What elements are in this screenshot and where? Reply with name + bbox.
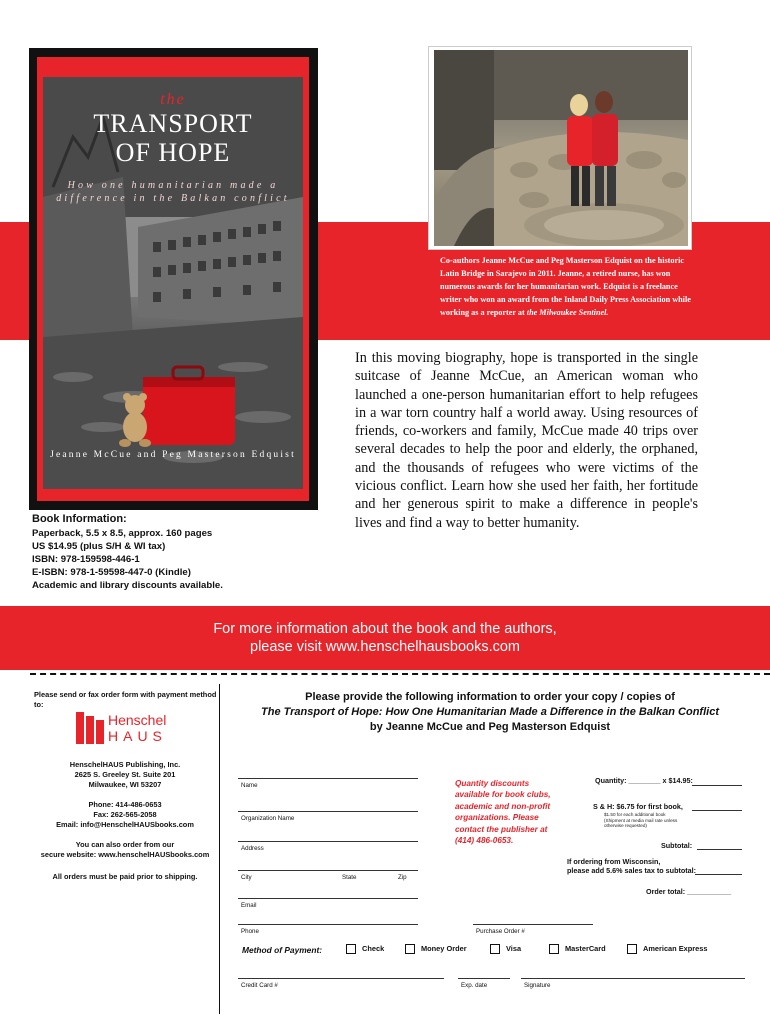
signature-field[interactable] (521, 978, 745, 989)
shipping-input[interactable] (692, 810, 742, 811)
book-information (32, 513, 332, 592)
photo-caption (440, 254, 695, 319)
payment-money-order-option[interactable] (405, 944, 467, 954)
money-order-checkbox[interactable] (405, 944, 415, 954)
signature-label: Signature (524, 982, 551, 989)
tax-line1: If ordering from Wisconsin, (567, 857, 661, 866)
authors-photo (434, 50, 688, 246)
book-info-price: US $14.95 (plus S/H & WI tax) (32, 541, 166, 552)
cover-title-line1: TRANSPORT (93, 109, 253, 138)
publisher-phone: Phone: 414-486-0653 (88, 800, 162, 809)
shipping-note: $1.50 for each additional book (Shipment at media mail rate unless otherwise requested) (604, 812, 678, 829)
payment-method-label: Method of Payment: (242, 945, 323, 955)
visa-label: Visa (506, 944, 522, 953)
book-description: In this moving biography, hope is transported in the single suitcase of Jeanne McCue, an American woman who launched a one-person humanitarian effort to help refugees in a war torn country half a world away. Using resources of friends, co-workers and family, McCue made 40 trips over several decades to help the poor and elderly, the orphaned, and the thousands of refugees who were victims of the vicious conflict. Learn how she used her faith, her fortitude and her generous spirit to make a difference in people's lives and find a way to better humanity. (355, 350, 698, 531)
order-form-heading (240, 690, 740, 735)
website-order-line1: You can also order from our (75, 840, 175, 849)
phone-label: Phone (241, 928, 259, 935)
credit-card-label: Credit Card # (241, 982, 278, 989)
logo-mark-icon (76, 712, 106, 744)
subtotal-input[interactable] (697, 849, 742, 850)
order-heading-authors: by Jeanne McCue and Peg Masterson Edquist (369, 721, 611, 733)
zip-label: Zip (398, 874, 407, 881)
state-label: State (342, 874, 357, 881)
book-info-title: Book Information: (32, 513, 127, 525)
publisher-name: HenschelHAUS Publishing, Inc. (69, 760, 181, 769)
book-info-format: Paperback, 5.5 x 8.5, approx. 160 pages (32, 528, 213, 539)
cover-subtitle-line1: How one humanitarian made a (67, 180, 279, 191)
publisher-contact (30, 800, 220, 830)
payment-amex-option[interactable] (627, 944, 708, 954)
exp-date-label: Exp. date (461, 982, 488, 989)
name-label: Name (241, 782, 258, 789)
cover-photo (43, 77, 303, 489)
check-label: Check (362, 944, 385, 953)
order-contact-column (30, 684, 220, 1014)
publisher-street: 2625 S. Greeley St. Suite 201 (74, 770, 176, 779)
book-info-eisbn: E-ISBN: 978-1-59598-447-0 (Kindle) (32, 567, 191, 578)
address-field[interactable] (238, 841, 418, 852)
quantity-discount-note: Quantity discounts available for book clubs, academic and non-profit organizations. Please contact the publisher at (414) 486-0653. (455, 779, 551, 846)
info-banner-link[interactable]: please visit www.henschelhausbooks.com (250, 639, 520, 655)
cover-title-line2: OF HOPE (115, 138, 231, 167)
publisher-address (30, 760, 220, 790)
order-heading-line1: Please provide the following information to order your copy / copies of (305, 691, 675, 703)
amex-label: American Express (643, 944, 708, 953)
shipping-label: S & H: $6.75 for first book, (593, 802, 683, 811)
amex-checkbox[interactable] (627, 944, 637, 954)
book-info-isbn: ISBN: 978-159598-446-1 (32, 554, 140, 565)
mastercard-label: MasterCard (565, 944, 606, 953)
email-field[interactable] (238, 898, 418, 909)
website-order-link[interactable]: secure website: www.henschelHAUSbooks.com (40, 850, 210, 859)
address-label: Address (241, 845, 264, 852)
henschelhaus-logo (76, 712, 176, 746)
money-order-label: Money Order (421, 944, 467, 953)
cover-the: the (160, 91, 186, 108)
photo-caption-publication: the Milwaukee Sentinel. (526, 308, 609, 317)
city-state-zip-field[interactable] (238, 870, 418, 881)
phone-field[interactable] (238, 924, 418, 935)
photo-caption-text: Co-authors Jeanne McCue and Peg Masterson Edquist on the historic Latin Bridge in Sarajevo in 2011. Jeanne, a retired nurse, has won numerous awards for her humanitarian work. Edquist is a freelance writer who won an award from the Inland Daily Press Association while working as a reporter at (440, 256, 691, 317)
cover-subtitle-line2: difference in the Balkan conflict (56, 193, 290, 204)
quantity-label: Quantity: ________ x $14.95: (595, 776, 693, 785)
credit-card-field[interactable] (238, 978, 444, 989)
name-field[interactable] (238, 778, 418, 789)
publisher-city: Milwaukee, WI 53207 (88, 780, 162, 789)
logo-text-henschel: Henschel (108, 712, 167, 728)
mastercard-checkbox[interactable] (549, 944, 559, 954)
tax-line2: please add 5.6% sales tax to subtotal: (567, 866, 697, 875)
payment-visa-option[interactable] (490, 944, 521, 954)
book-cover (37, 57, 309, 501)
cover-subtitle (53, 179, 293, 205)
organization-field[interactable] (238, 811, 418, 822)
purchase-order-label: Purchase Order # (476, 928, 525, 935)
cut-line-divider (30, 673, 770, 675)
cover-title (43, 109, 303, 167)
organization-label: Organization Name (241, 815, 295, 822)
check-checkbox[interactable] (346, 944, 356, 954)
purchase-order-field[interactable] (473, 924, 593, 935)
tax-input[interactable] (695, 874, 742, 875)
city-label: City (241, 874, 252, 881)
visa-checkbox[interactable] (490, 944, 500, 954)
exp-date-field[interactable] (458, 978, 510, 989)
info-banner-line1: For more information about the book and the authors, (213, 621, 557, 637)
website-order-note (30, 840, 220, 860)
payment-mastercard-option[interactable] (549, 944, 606, 954)
book-info-discounts: Academic and library discounts available. (32, 580, 223, 591)
cover-authors: Jeanne McCue and Peg Masterson Edquist (50, 450, 296, 460)
info-banner (0, 606, 770, 670)
logo-text-haus: HAUS (108, 728, 167, 744)
payment-check-option[interactable] (346, 944, 384, 954)
publisher-fax: Fax: 262-565-2058 (93, 810, 157, 819)
subtotal-label: Subtotal: (661, 841, 693, 850)
wisconsin-tax-note (567, 857, 696, 875)
order-heading-book-title: The Transport of Hope: How One Humanitarian Made a Difference in the Balkan Conflict (261, 706, 719, 718)
send-instructions: Please send or fax order form with payment method to: (34, 690, 217, 709)
order-total-label: Order total: ___________ (646, 887, 732, 896)
quantity-total-input[interactable] (692, 785, 742, 786)
email-label: Email (241, 902, 257, 909)
publisher-email[interactable]: Email: info@HenschelHAUSbooks.com (56, 820, 194, 829)
prepay-notice: All orders must be paid prior to shipping. (52, 872, 198, 881)
